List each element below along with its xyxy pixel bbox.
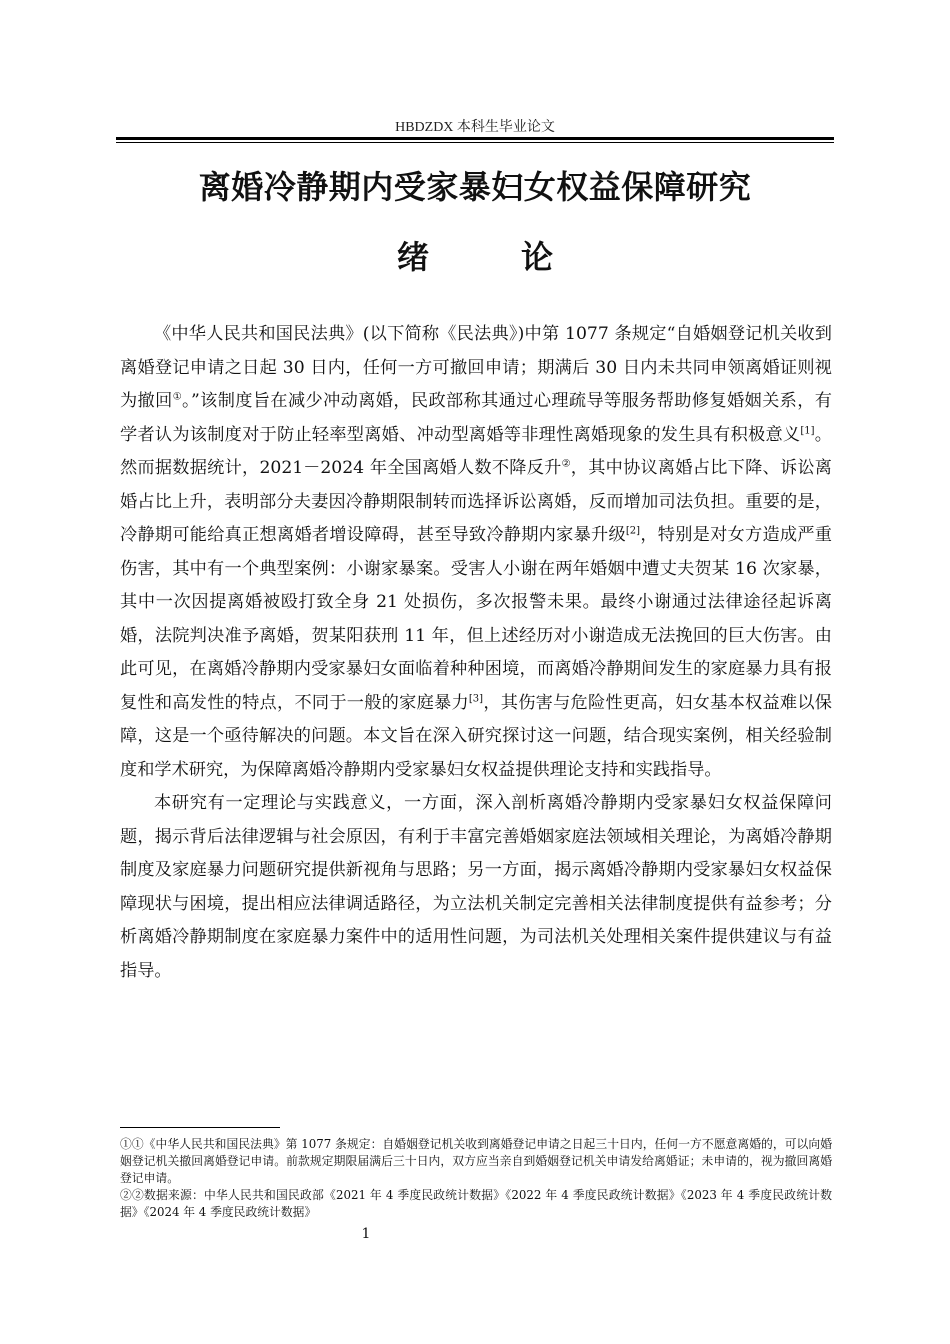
footnote-ref-1: ① bbox=[172, 391, 183, 403]
p1-text-1: 《中华人民共和国民法典》(以下简称《民法典》)中第 1077 条规定“自婚姻登记机关收到离婚登记申请之日起 30 日内，任何一方可撤回申请；期满后 30 日内未共同申领离婚证则视为撤回 bbox=[120, 324, 832, 411]
footnotes bbox=[120, 1136, 832, 1221]
footnote-ref-2: ② bbox=[561, 458, 571, 470]
header-rule-thick bbox=[116, 137, 834, 140]
section-heading: 绪 论 bbox=[396, 238, 583, 276]
paragraph-1 bbox=[120, 318, 832, 787]
citation-ref-2: [2] bbox=[625, 525, 641, 537]
running-header: HBDZDX 本科生毕业论文 bbox=[395, 120, 555, 135]
paper-title: 离婚冷静期内受家暴妇女权益保障研究 bbox=[198, 168, 752, 206]
citation-ref-1: [1] bbox=[800, 424, 815, 436]
citation-ref-3: [3] bbox=[468, 692, 484, 704]
page-number: 1 bbox=[361, 1226, 371, 1242]
footnote-2: ②②数据来源：中华人民共和国民政部《2021 年 4 季度民政统计数据》《2022 年 4 季度民政统计数据》《2023 年 4 季度民政统计数据》《2024 年 4 季度民政统计数据》 bbox=[120, 1188, 832, 1219]
p1-text-4: ，其中协议离婚占比下降、诉讼离婚占比上升，表明部分夫妻因冷静期限制转而选择诉讼离婚，反而增加司法负担。重要的是，冷静期可能给真正想离婚者增设障碍，甚至导致冷静期内家暴升级 bbox=[120, 458, 832, 545]
p1-text-6: ，其伤害与危险性更高，妇女基本权益难以保障，这是一个亟待解决的问题。本文旨在深入研究探讨这一问题，结合现实案例，相关经验制度和学术研究，为保障离婚冷静期内受家暴妇女权益提供理论支持和实践指导。 bbox=[120, 692, 832, 780]
header-rule-thin bbox=[116, 142, 834, 143]
footnote-1: ①①《中华人民共和国民法典》第 1077 条规定：自婚姻登记机关收到离婚登记申请之日起三十日内，任何一方不愿意离婚的，可以向婚姻登记机关撤回离婚登记申请。前款规定期限届满后三十日内，双方应当亲自到婚姻登记机关申请发给离婚证；未申请的，视为撤回离婚登记申请。 bbox=[120, 1137, 832, 1185]
footnote-separator bbox=[120, 1127, 280, 1128]
paragraph-2: 本研究有一定理论与实践意义，一方面，深入剖析离婚冷静期内受家暴妇女权益保障问题，揭示背后法律逻辑与社会原因，有利于丰富完善婚姻家庭法领域相关理论，为离婚冷静期制度及家庭暴力问题研究提供新视角与思路；另一方面，揭示离婚冷静期内受家暴妇女权益保障现状与困境，提出相应法律调适路径，为立法机关制定完善相关法律制度提供有益参考；分析离婚冷静期制度在家庭暴力案件中的适用性问题，为司法机关处理相关案件提供建议与有益指导。 bbox=[120, 793, 832, 981]
body-text bbox=[120, 318, 832, 988]
p1-text-3: 。然而据数据统计，2021－2024 年全国离婚人数不降反升 bbox=[120, 424, 832, 478]
p1-text-2: 。”该制度旨在减少冲动离婚，民政部称其通过心理疏导等服务帮助修复婚姻关系，有学者认为该制度对于防止轻率型离婚、冲动型离婚等非理性离婚现象的发生具有积极意义 bbox=[120, 391, 832, 445]
p1-text-5: ，特别是对女方造成严重伤害，其中有一个典型案例：小谢家暴案。受害人小谢在两年婚姻中遭丈夫贺某 16 次家暴，其中一次因提离婚被殴打致全身 21 处损伤，多次报警未果。最终小谢通过法律途径起诉离婚，法院判决准予离婚，贺某阳获刑 11 年，但上述经历对小谢造成无法挽回的巨大伤害。由此可见，在离婚冷静期内受家暴妇女面临着种种困境，而离婚冷静期间发生的家庭暴力具有报复性和高发性的特点，不同于一般的家庭暴力 bbox=[120, 525, 832, 713]
